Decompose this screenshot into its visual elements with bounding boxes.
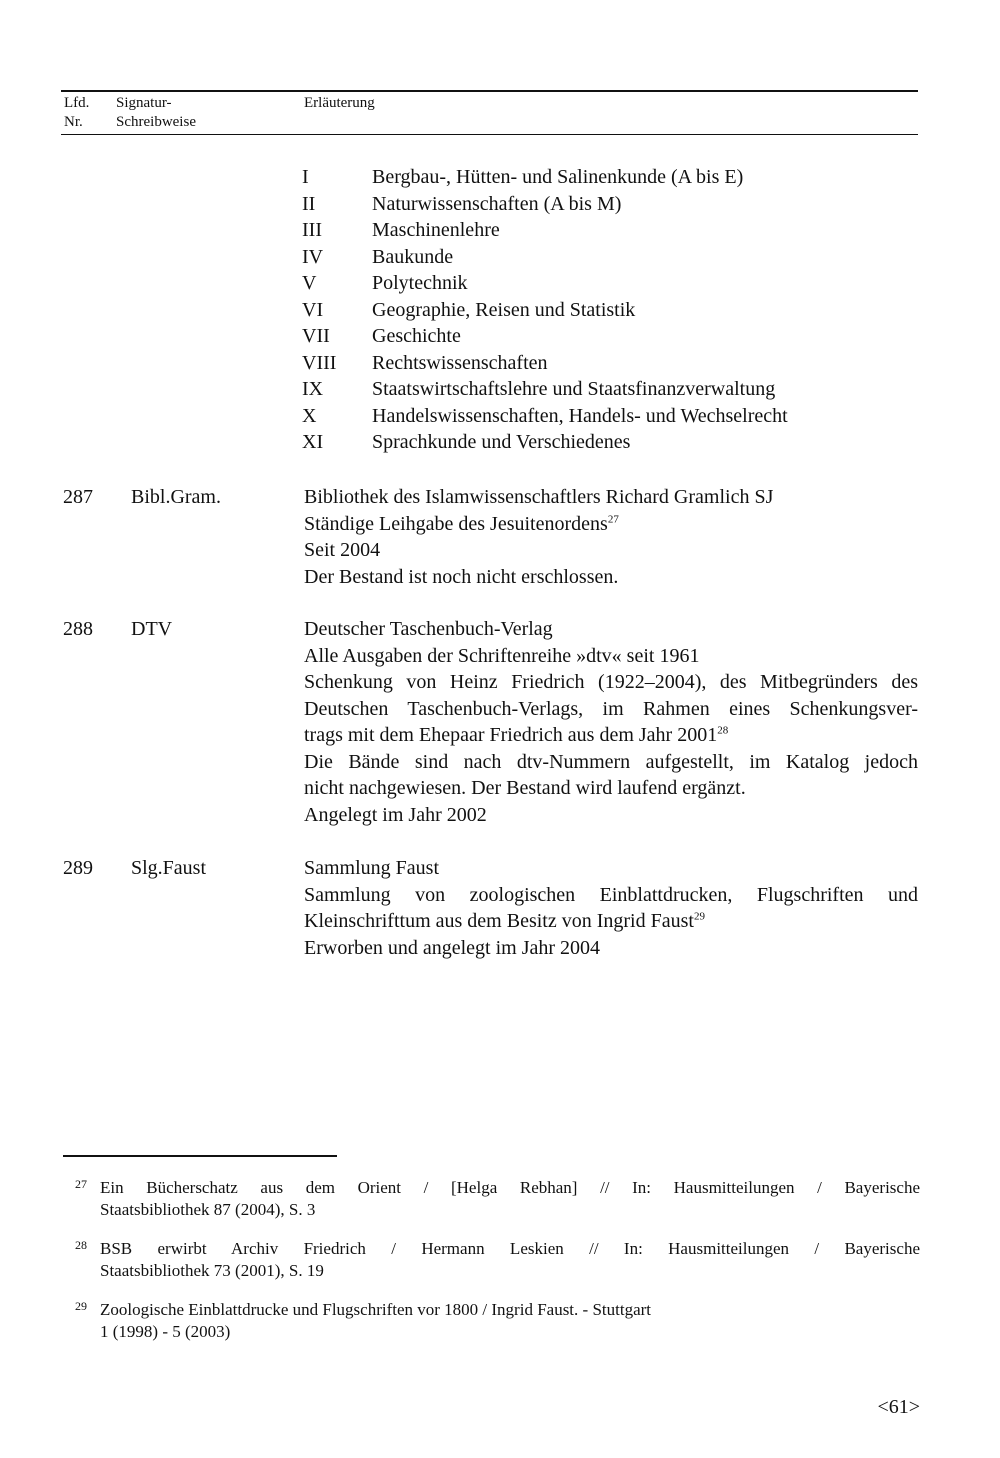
footnote-text: BSB erwirbt Archiv Friedrich / Hermann Leskien // In: Hausmitteilungen / Bayerische — [100, 1239, 920, 1258]
entry-line: Alle Ausgaben der Schriftenreihe »dtv« seit 1961 — [304, 644, 700, 667]
roman-item-text: Bergbau-, Hütten- und Salinenkunde (A bis E) — [372, 166, 744, 188]
entry-line: Der Bestand ist noch nicht erschlossen. — [304, 565, 619, 588]
roman-item-text: Geschichte — [372, 325, 461, 347]
entry-signatur-289: Slg.Faust — [131, 857, 207, 879]
footnote-ref-29[interactable]: 29 — [693, 910, 705, 923]
entry-lfd-289: 289 — [63, 857, 93, 879]
entry-line: Bibliothek des Islamwissenschaftlers Richard Gramlich SJ — [304, 486, 774, 508]
roman-item-text: Polytechnik — [372, 272, 468, 294]
entry-line: Deutscher Taschenbuch-Verlag — [304, 618, 553, 640]
page-number: <61> — [877, 1396, 920, 1418]
roman-item-text: Maschinenlehre — [372, 219, 500, 241]
footnote-text: Zoologische Einblattdrucke und Flugschriften vor 1800 / Ingrid Faust. - Stuttgart — [100, 1300, 651, 1319]
footnote-mark: 28 — [75, 1238, 87, 1252]
footnote-text: Staatsbibliothek 87 (2004), S. 3 — [100, 1200, 316, 1219]
entry-line: Angelegt im Jahr 2002 — [304, 803, 487, 826]
entry-line: Die Bände sind nach dtv-Nummern aufgestellt, im Katalog jedoch — [304, 750, 918, 773]
entry-line: Deutschen Taschenbuch-Verlags, im Rahmen eines Schenkungsver- — [304, 697, 918, 720]
roman-numeral: VIII — [302, 352, 337, 374]
entry-line: Seit 2004 — [304, 539, 381, 561]
entry-line: Sammlung Faust — [304, 857, 440, 879]
entry-description-288 — [304, 616, 918, 828]
entry-line: Erworben und angelegt im Jahr 2004 — [304, 936, 601, 959]
roman-item-text: Handelswissenschaften, Handels- und Wechselrecht — [372, 405, 788, 427]
entry-line: Sammlung von zoologischen Einblattdrucken, Flugschriften und — [304, 883, 918, 906]
footnote-text: 1 (1998) - 5 (2003) — [100, 1322, 231, 1341]
roman-numeral: IX — [302, 378, 324, 400]
roman-item-text: Geographie, Reisen und Statistik — [372, 299, 636, 321]
header-col-signatur-line1: Signatur- — [116, 95, 172, 111]
header-col-signatur — [116, 94, 196, 132]
entry-description-289 — [304, 855, 918, 961]
footnote-ref-28[interactable]: 28 — [717, 724, 729, 737]
entry-line: Schenkung von Heinz Friedrich (1922–2004), des Mitbegründers des — [304, 671, 918, 693]
entry-line: Ständige Leihgabe des Jesuitenordens$^{27}$ — [304, 512, 619, 535]
entry-lfd-287: 287 — [63, 486, 93, 508]
footnote-text: Staatsbibliothek 73 (2001), S. 19 — [100, 1261, 324, 1280]
header-col-lfd — [64, 94, 89, 132]
header-col-lfd-line2: Nr. — [64, 114, 83, 130]
roman-numeral: V — [302, 272, 317, 294]
roman-numeral: X — [302, 405, 317, 427]
roman-numeral: III — [302, 219, 322, 241]
footnote-mark: 29 — [75, 1299, 87, 1313]
footnote-28 — [75, 1238, 920, 1282]
footnote-text: Ein Bücherschatz aus dem Orient / [Helga Rebhan] // In: Hausmitteilungen / Bayerische — [100, 1178, 920, 1197]
entry-signatur-288: DTV — [131, 618, 173, 640]
entry-description-287 — [304, 484, 918, 590]
footnote-mark: 27 — [75, 1177, 87, 1191]
roman-item-text: Staatswirtschaftslehre und Staatsfinanzverwaltung — [372, 378, 776, 400]
footnote-29 — [75, 1299, 920, 1343]
entry-line: Kleinschrifttum aus dem Besitz von Ingrid Faust$^{29}$ — [304, 910, 705, 932]
header-col-erlaeuterung: Erläuterung — [304, 95, 375, 111]
entry-lfd-288: 288 — [63, 618, 93, 640]
roman-numeral: II — [302, 193, 316, 215]
roman-item-text: Baukunde — [372, 246, 454, 268]
header-top-rule — [61, 90, 918, 92]
entry-signatur-287: Bibl.Gram. — [131, 486, 221, 508]
footnote-ref-27[interactable]: 27 — [607, 512, 619, 525]
roman-item-text: Rechtswissenschaften — [372, 352, 548, 374]
roman-item-text: Naturwissenschaften (A bis M) — [372, 193, 622, 215]
header-col-signatur-line2: Schreibweise — [116, 114, 196, 130]
footnote-27 — [75, 1177, 920, 1221]
roman-numeral: IV — [302, 246, 324, 268]
footnote-separator — [63, 1155, 337, 1157]
roman-numeral: VII — [302, 325, 330, 347]
roman-item-text: Sprachkunde und Verschiedenes — [372, 431, 631, 453]
entry-line: trags mit dem Ehepaar Friedrich aus dem Jahr 2001$^{28}$ — [304, 724, 729, 746]
roman-numeral: I — [302, 166, 309, 188]
header-bottom-rule — [61, 134, 918, 135]
roman-numeral: VI — [302, 299, 324, 321]
roman-numeral: XI — [302, 431, 324, 453]
header-col-lfd-line1: Lfd. — [64, 95, 90, 111]
entry-line: nicht nachgewiesen. Der Bestand wird laufend ergänzt. — [304, 777, 746, 799]
